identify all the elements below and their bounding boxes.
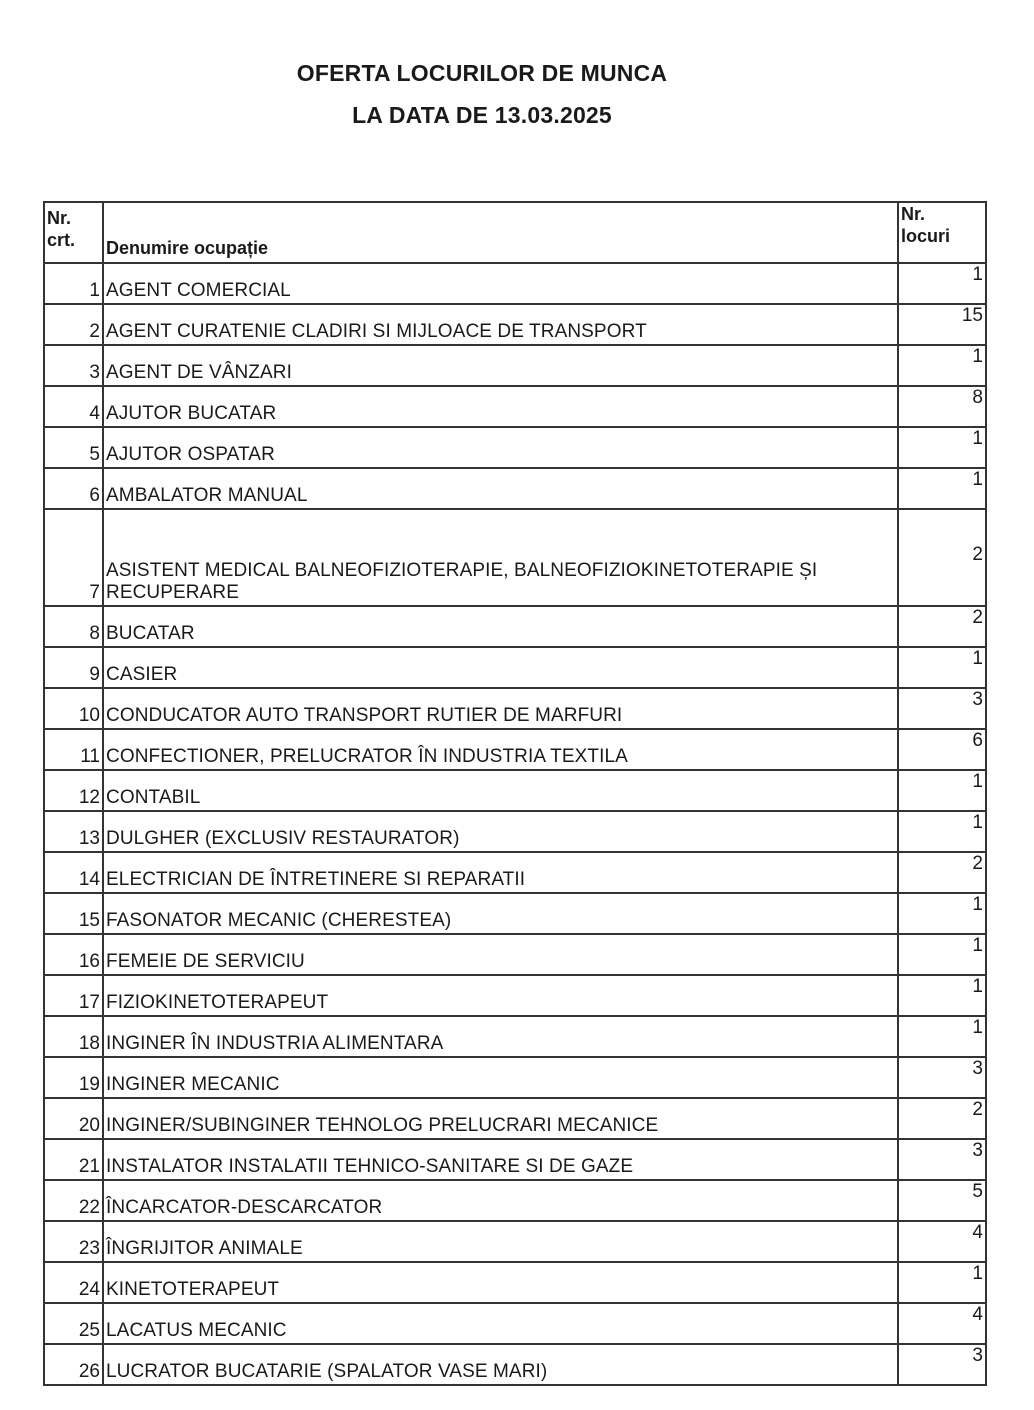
row-locuri: 1 xyxy=(898,1262,986,1303)
table-row xyxy=(44,1057,986,1098)
row-number: 20 xyxy=(44,1098,103,1139)
row-locuri: 1 xyxy=(898,770,986,811)
row-locuri: 2 xyxy=(898,606,986,647)
row-locuri: 5 xyxy=(898,1180,986,1221)
row-occupation xyxy=(103,509,898,606)
row-number: 23 xyxy=(44,1221,103,1262)
row-locuri: 1 xyxy=(898,1016,986,1057)
table-row xyxy=(44,263,986,304)
row-occupation: CASIER xyxy=(103,647,898,688)
row-locuri: 2 xyxy=(898,852,986,893)
row-locuri: 1 xyxy=(898,263,986,304)
table-row xyxy=(44,1303,986,1344)
row-occupation: KINETOTERAPEUT xyxy=(103,1262,898,1303)
row-number: 19 xyxy=(44,1057,103,1098)
row-number: 15 xyxy=(44,893,103,934)
row-number: 18 xyxy=(44,1016,103,1057)
row-occupation: ELECTRICIAN DE ÎNTRETINERE SI REPARATII xyxy=(103,852,898,893)
row-locuri: 1 xyxy=(898,975,986,1016)
row-number: 12 xyxy=(44,770,103,811)
row-occupation-line1: ASISTENT MEDICAL BALNEOFIZIOTERAPIE, BALNEOFIZIOKINETOTERAPIE ȘI xyxy=(106,560,818,581)
row-occupation-line2: RECUPERARE xyxy=(106,582,239,603)
row-occupation: CONFECTIONER, PRELUCRATOR ÎN INDUSTRIA TEXTILA xyxy=(103,729,898,770)
row-locuri: 15 xyxy=(898,304,986,345)
row-occupation: ÎNGRIJITOR ANIMALE xyxy=(103,1221,898,1262)
row-number: 10 xyxy=(44,688,103,729)
row-number: 6 xyxy=(44,468,103,509)
row-locuri: 1 xyxy=(898,893,986,934)
row-occupation: CONTABIL xyxy=(103,770,898,811)
row-number: 21 xyxy=(44,1139,103,1180)
table-row xyxy=(44,811,986,852)
table-row xyxy=(44,1180,986,1221)
table-row xyxy=(44,770,986,811)
row-locuri: 1 xyxy=(898,647,986,688)
row-locuri: 1 xyxy=(898,934,986,975)
row-locuri: 3 xyxy=(898,688,986,729)
row-number: 4 xyxy=(44,386,103,427)
header-nr-line2: crt. xyxy=(47,230,76,250)
row-number: 24 xyxy=(44,1262,103,1303)
row-occupation: FIZIOKINETOTERAPEUT xyxy=(103,975,898,1016)
row-occupation: FASONATOR MECANIC (CHERESTEA) xyxy=(103,893,898,934)
table-row xyxy=(44,1262,986,1303)
row-occupation: LACATUS MECANIC xyxy=(103,1303,898,1344)
table-row xyxy=(44,647,986,688)
row-locuri: 3 xyxy=(898,1057,986,1098)
row-occupation: INGINER ÎN INDUSTRIA ALIMENTARA xyxy=(103,1016,898,1057)
header-occupation: Denumire ocupație xyxy=(103,202,898,263)
row-occupation: INGINER MECANIC xyxy=(103,1057,898,1098)
header-nr-crt xyxy=(44,202,103,263)
row-occupation: AGENT CURATENIE CLADIRI SI MIJLOACE DE TRANSPORT xyxy=(103,304,898,345)
jobs-table xyxy=(43,201,987,1386)
row-number: 7 xyxy=(44,509,103,606)
header-locuri-line2: locuri xyxy=(901,226,951,246)
row-number: 5 xyxy=(44,427,103,468)
row-locuri: 4 xyxy=(898,1221,986,1262)
row-number: 22 xyxy=(44,1180,103,1221)
row-number: 1 xyxy=(44,263,103,304)
row-occupation: AMBALATOR MANUAL xyxy=(103,468,898,509)
table-row xyxy=(44,1016,986,1057)
row-locuri: 2 xyxy=(898,509,986,606)
row-number: 17 xyxy=(44,975,103,1016)
row-occupation: BUCATAR xyxy=(103,606,898,647)
row-locuri: 1 xyxy=(898,427,986,468)
row-locuri: 1 xyxy=(898,345,986,386)
row-number: 13 xyxy=(44,811,103,852)
table-row xyxy=(44,688,986,729)
row-locuri: 1 xyxy=(898,811,986,852)
table-row xyxy=(44,852,986,893)
row-occupation: AGENT DE VÂNZARI xyxy=(103,345,898,386)
header-nr-locuri xyxy=(898,202,986,263)
row-locuri: 3 xyxy=(898,1344,986,1385)
table-row xyxy=(44,934,986,975)
row-locuri: 4 xyxy=(898,1303,986,1344)
row-occupation: AJUTOR OSPATAR xyxy=(103,427,898,468)
row-locuri: 1 xyxy=(898,468,986,509)
row-occupation: DULGHER (EXCLUSIV RESTAURATOR) xyxy=(103,811,898,852)
row-number: 16 xyxy=(44,934,103,975)
header-nr-line1: Nr. xyxy=(47,208,72,228)
row-occupation: FEMEIE DE SERVICIU xyxy=(103,934,898,975)
row-occupation: AJUTOR BUCATAR xyxy=(103,386,898,427)
row-locuri: 3 xyxy=(898,1139,986,1180)
row-occupation: CONDUCATOR AUTO TRANSPORT RUTIER DE MARFURI xyxy=(103,688,898,729)
table-row xyxy=(44,975,986,1016)
document-title: OFERTA LOCURILOR DE MUNCA xyxy=(296,60,668,86)
row-number: 3 xyxy=(44,345,103,386)
row-number: 8 xyxy=(44,606,103,647)
row-number: 14 xyxy=(44,852,103,893)
table-row xyxy=(44,1344,986,1385)
table-row xyxy=(44,1139,986,1180)
table-row xyxy=(44,509,986,606)
table-row xyxy=(44,468,986,509)
table-row xyxy=(44,304,986,345)
table-header-row xyxy=(44,202,986,263)
row-number: 2 xyxy=(44,304,103,345)
row-occupation: INSTALATOR INSTALATII TEHNICO-SANITARE SI DE GAZE xyxy=(103,1139,898,1180)
table-row xyxy=(44,606,986,647)
table-row xyxy=(44,345,986,386)
row-number: 26 xyxy=(44,1344,103,1385)
table-row xyxy=(44,729,986,770)
row-locuri: 8 xyxy=(898,386,986,427)
row-occupation: INGINER/SUBINGINER TEHNOLOG PRELUCRARI MECANICE xyxy=(103,1098,898,1139)
document-date-title: LA DATA DE 13.03.2025 xyxy=(352,102,612,128)
row-number: 9 xyxy=(44,647,103,688)
table-row xyxy=(44,386,986,427)
row-number: 11 xyxy=(44,729,103,770)
table-row xyxy=(44,1221,986,1262)
row-occupation: LUCRATOR BUCATARIE (SPALATOR VASE MARI) xyxy=(103,1344,898,1385)
table-row xyxy=(44,427,986,468)
row-number: 25 xyxy=(44,1303,103,1344)
row-occupation: AGENT COMERCIAL xyxy=(103,263,898,304)
row-locuri: 2 xyxy=(898,1098,986,1139)
table-row xyxy=(44,1098,986,1139)
table-row xyxy=(44,893,986,934)
header-locuri-line1: Nr. xyxy=(901,204,926,224)
row-occupation: ÎNCARCATOR-DESCARCATOR xyxy=(103,1180,898,1221)
row-locuri: 6 xyxy=(898,729,986,770)
